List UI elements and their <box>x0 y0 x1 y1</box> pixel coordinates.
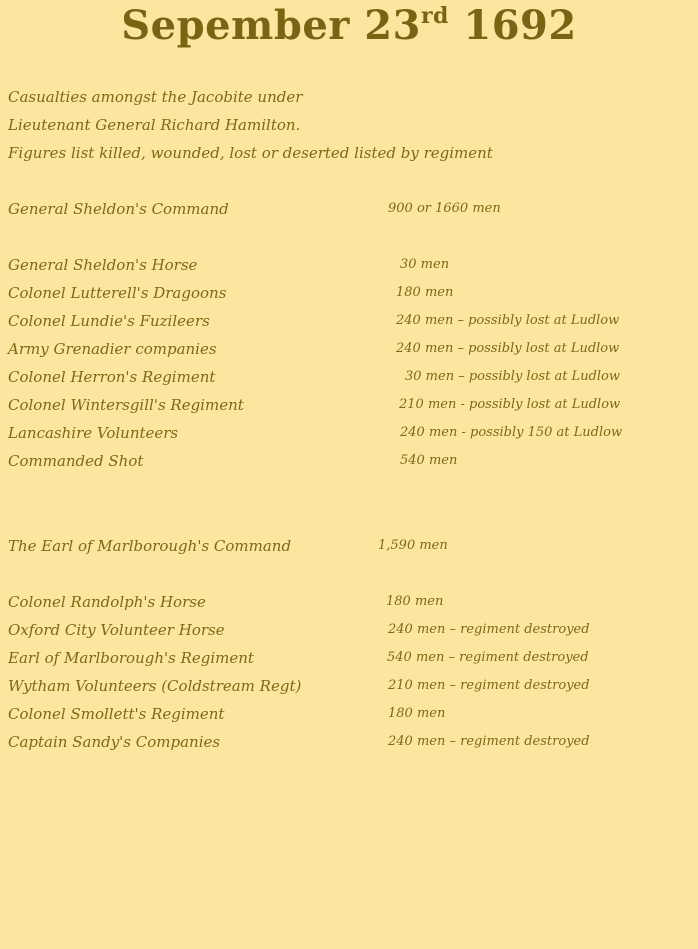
unit-casualties: 180 men <box>388 706 446 721</box>
unit-name: Colonel Lundie's Fuzileers <box>8 312 210 330</box>
unit-casualties: 30 men – possibly lost at Ludlow <box>405 369 620 384</box>
command-name: General Sheldon's Command <box>8 200 229 218</box>
unit-name: Earl of Marlborough's Regiment <box>8 649 254 667</box>
unit-name: Colonel Randolph's Horse <box>8 593 206 611</box>
command-name: The Earl of Marlborough's Command <box>8 537 292 555</box>
unit-casualties: 240 men – regiment destroyed <box>388 622 590 637</box>
unit-casualties: 180 men <box>396 285 454 300</box>
command-casualties: 1,590 men <box>378 538 448 553</box>
unit-casualties: 180 men <box>386 594 444 609</box>
unit-casualties: 210 men – regiment destroyed <box>388 678 590 693</box>
unit-name: Colonel Lutterell's Dragoons <box>8 284 227 302</box>
unit-casualties: 240 men – possibly lost at Ludlow <box>396 341 620 356</box>
unit-name: Lancashire Volunteers <box>8 424 179 442</box>
intro-line-3: Figures list killed, wounded, lost or deserted listed by regiment <box>8 144 493 162</box>
unit-casualties: 240 men – possibly lost at Ludlow <box>396 313 620 328</box>
unit-casualties: 30 men <box>400 257 450 272</box>
unit-casualties: 240 men – regiment destroyed <box>388 734 590 749</box>
unit-name: Colonel Wintersgill's Regiment <box>8 396 244 414</box>
unit-casualties: 210 men - possibly lost at Ludlow <box>399 397 621 412</box>
title-superscript: rd <box>420 3 449 29</box>
title-year: 1692 <box>448 2 577 49</box>
unit-casualties: 540 men – regiment destroyed <box>387 650 589 665</box>
unit-casualties: 540 men <box>400 453 458 468</box>
unit-casualties: 240 men - possibly 150 at Ludlow <box>400 425 623 440</box>
unit-name: Oxford City Volunteer Horse <box>8 621 225 639</box>
command-casualties: 900 or 1660 men <box>388 201 501 216</box>
unit-name: Captain Sandy's Companies <box>8 733 221 751</box>
unit-name: Colonel Smollett's Regiment <box>8 705 225 723</box>
unit-name: General Sheldon's Horse <box>8 256 198 274</box>
title-main: Sepember 23 <box>121 2 421 49</box>
intro-line-1: Casualties amongst the Jacobite under <box>8 88 303 106</box>
unit-name: Commanded Shot <box>8 452 144 470</box>
unit-name: Colonel Herron's Regiment <box>8 368 216 386</box>
unit-name: Army Grenadier companies <box>8 340 217 358</box>
intro-line-2: Lieutenant General Richard Hamilton. <box>8 116 301 134</box>
page-title <box>0 2 698 49</box>
unit-name: Wytham Volunteers (Coldstream Regt) <box>8 677 302 695</box>
